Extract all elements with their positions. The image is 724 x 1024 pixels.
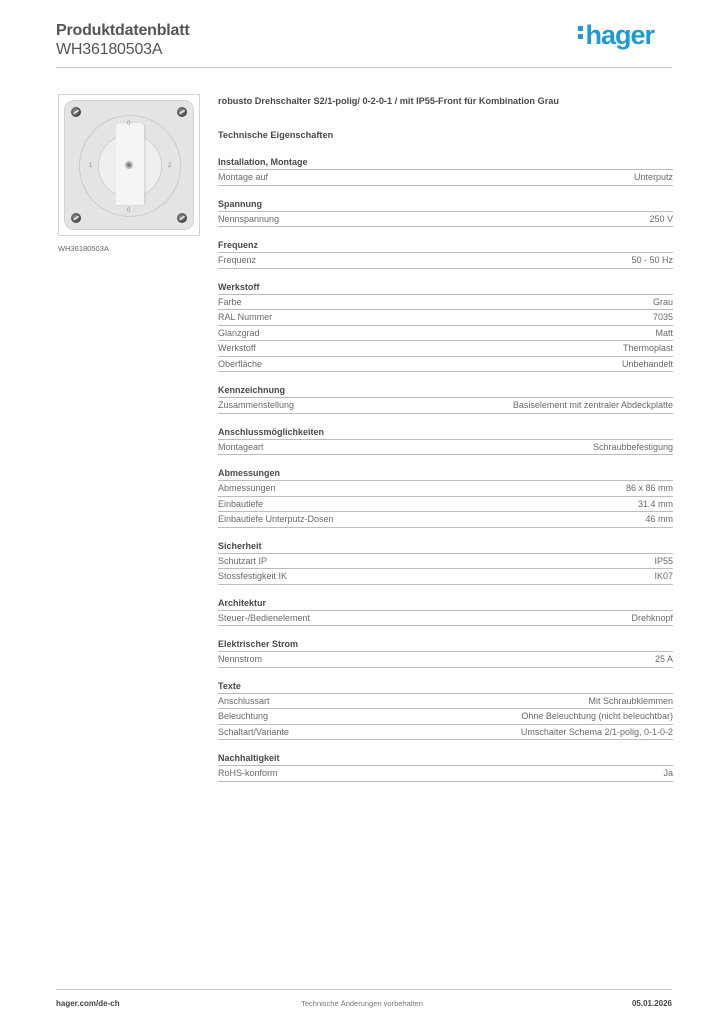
footer-disclaimer: Technische Änderungen vorbehalten	[301, 999, 423, 1008]
spec-label: Glanzgrad	[218, 327, 260, 338]
position-label: 2	[168, 163, 172, 169]
document-sku: WH36180503A	[56, 41, 163, 58]
spec-label: Schaltart/Variante	[218, 726, 289, 737]
product-name: robusto Drehschalter S2/1-polig/ 0-2-0-1 / mit IP55-Front für Kombination Grau	[218, 96, 560, 106]
spec-group	[218, 752, 673, 782]
spec-value: Drehknopf	[631, 612, 673, 623]
spec-label: Beleuchtung	[218, 711, 269, 721]
spec-value: Unterputz	[633, 172, 673, 182]
spec-group-title: Frequenz	[218, 239, 673, 253]
spec-value: Unbehandelt	[621, 358, 673, 369]
screw-icon	[71, 107, 81, 117]
logo-text: hager	[585, 20, 654, 50]
spec-row	[218, 694, 673, 710]
position-label: 1	[89, 163, 93, 169]
spec-value: Ja	[663, 768, 673, 778]
knob-center-icon	[125, 161, 133, 169]
spec-group	[218, 540, 673, 585]
spec-label: Einbautiefe Unterputz-Dosen	[218, 514, 334, 524]
spec-row	[218, 310, 673, 326]
spec-label: Frequenz	[218, 255, 257, 265]
spec-label: Anschlussart	[218, 695, 270, 706]
spec-value: 25 A	[654, 654, 673, 664]
screw-icon	[177, 107, 187, 117]
logo-colon-icon	[578, 23, 585, 42]
spec-value: Thermoplast	[622, 343, 673, 353]
spec-row	[218, 326, 673, 342]
footer-website-link[interactable]: hager.com/de-ch	[56, 999, 120, 1008]
switch-plate	[64, 100, 194, 230]
spec-label: Montageart	[218, 441, 264, 452]
screw-icon	[177, 213, 187, 223]
position-label: 0	[127, 208, 131, 214]
spec-row	[218, 512, 673, 528]
spec-group	[218, 426, 673, 456]
screw-icon	[71, 213, 81, 223]
spec-group-title: Nachhaltigkeit	[218, 752, 673, 766]
spec-row	[218, 766, 673, 782]
spec-label: Werkstoff	[218, 343, 256, 353]
spec-group-title: Anschlussmöglichkeiten	[218, 426, 673, 440]
spec-value: Ohne Beleuchtung (nicht beleuchtbar)	[521, 711, 673, 721]
spec-label: Steuer-/Bedienelement	[218, 612, 311, 623]
spec-value: IK07	[654, 571, 673, 581]
spec-group	[218, 198, 673, 228]
spec-row	[218, 440, 673, 456]
spec-group	[218, 680, 673, 741]
spec-label: Schutzart IP	[218, 555, 268, 566]
header-divider	[56, 67, 672, 68]
spec-group-title: Kennzeichnung	[218, 384, 673, 398]
spec-label: RoHS-konform	[218, 768, 278, 778]
product-image	[58, 94, 200, 236]
spec-row	[218, 569, 673, 585]
page-header	[56, 20, 672, 68]
document-title: Produktdatenblatt	[56, 22, 190, 39]
spec-row	[218, 554, 673, 570]
spec-label: Nennspannung	[218, 213, 280, 224]
spec-group-title: Installation, Montage	[218, 156, 673, 170]
spec-label: Abmessungen	[218, 483, 276, 493]
spec-value: 86 x 86 mm	[625, 483, 673, 493]
spec-row	[218, 341, 673, 357]
spec-label: Montage auf	[218, 172, 269, 182]
spec-row	[218, 253, 673, 269]
spec-groups	[218, 156, 673, 782]
image-caption: WH36180503A	[58, 244, 109, 253]
spec-row	[218, 725, 673, 741]
spec-group	[218, 638, 673, 668]
spec-value: 7035	[652, 312, 673, 322]
spec-row	[218, 212, 673, 228]
spec-value: 31.4 mm	[637, 498, 673, 509]
spec-value: 46 mm	[645, 514, 673, 524]
spec-value: Schraubbefestigung	[592, 441, 673, 452]
spec-value: 250 V	[649, 213, 673, 224]
spec-group	[218, 156, 673, 186]
spec-row	[218, 652, 673, 668]
spec-value: Mit Schraubklemmen	[588, 695, 673, 706]
spec-row	[218, 709, 673, 725]
spec-row	[218, 497, 673, 513]
spec-row	[218, 398, 673, 414]
spec-group-title: Abmessungen	[218, 467, 673, 481]
spec-value: Basiselement mit zentraler Abdeckplatte	[512, 400, 673, 410]
spec-group-title: Sicherheit	[218, 540, 673, 554]
spec-value: Matt	[655, 327, 673, 338]
spec-row	[218, 170, 673, 186]
spec-label: Einbautiefe	[218, 498, 264, 509]
spec-group	[218, 239, 673, 269]
position-label: 0	[127, 121, 131, 127]
spec-group-title: Elektrischer Strom	[218, 638, 673, 652]
spec-value: Grau	[652, 296, 673, 307]
spec-label: Farbe	[218, 296, 242, 307]
spec-row	[218, 295, 673, 311]
spec-value: IP55	[654, 555, 673, 566]
spec-row	[218, 611, 673, 627]
spec-label: RAL Nummer	[218, 312, 273, 322]
spec-group-title: Spannung	[218, 198, 673, 212]
hager-logo	[578, 20, 654, 50]
spec-label: Nennstrom	[218, 654, 263, 664]
footer-divider	[56, 989, 672, 990]
spec-group	[218, 467, 673, 528]
spec-group	[218, 384, 673, 414]
spec-group	[218, 597, 673, 627]
spec-group	[218, 281, 673, 373]
spec-group-title: Werkstoff	[218, 281, 673, 295]
spec-value: Umschalter Schema 2/1-polig, 0-1-0-2	[520, 726, 673, 737]
footer-date: 05.01.2026	[631, 999, 672, 1008]
spec-content	[218, 96, 673, 782]
spec-value: 50 - 50 Hz	[631, 255, 673, 265]
spec-row	[218, 481, 673, 497]
spec-row	[218, 357, 673, 373]
spec-group-title: Architektur	[218, 597, 673, 611]
spec-label: Oberfläche	[218, 358, 263, 369]
section-heading: Technische Eigenschaften	[218, 130, 334, 140]
spec-label: Stossfestigkeit IK	[218, 571, 288, 581]
spec-group-title: Texte	[218, 680, 673, 694]
spec-label: Zusammenstellung	[218, 400, 295, 410]
